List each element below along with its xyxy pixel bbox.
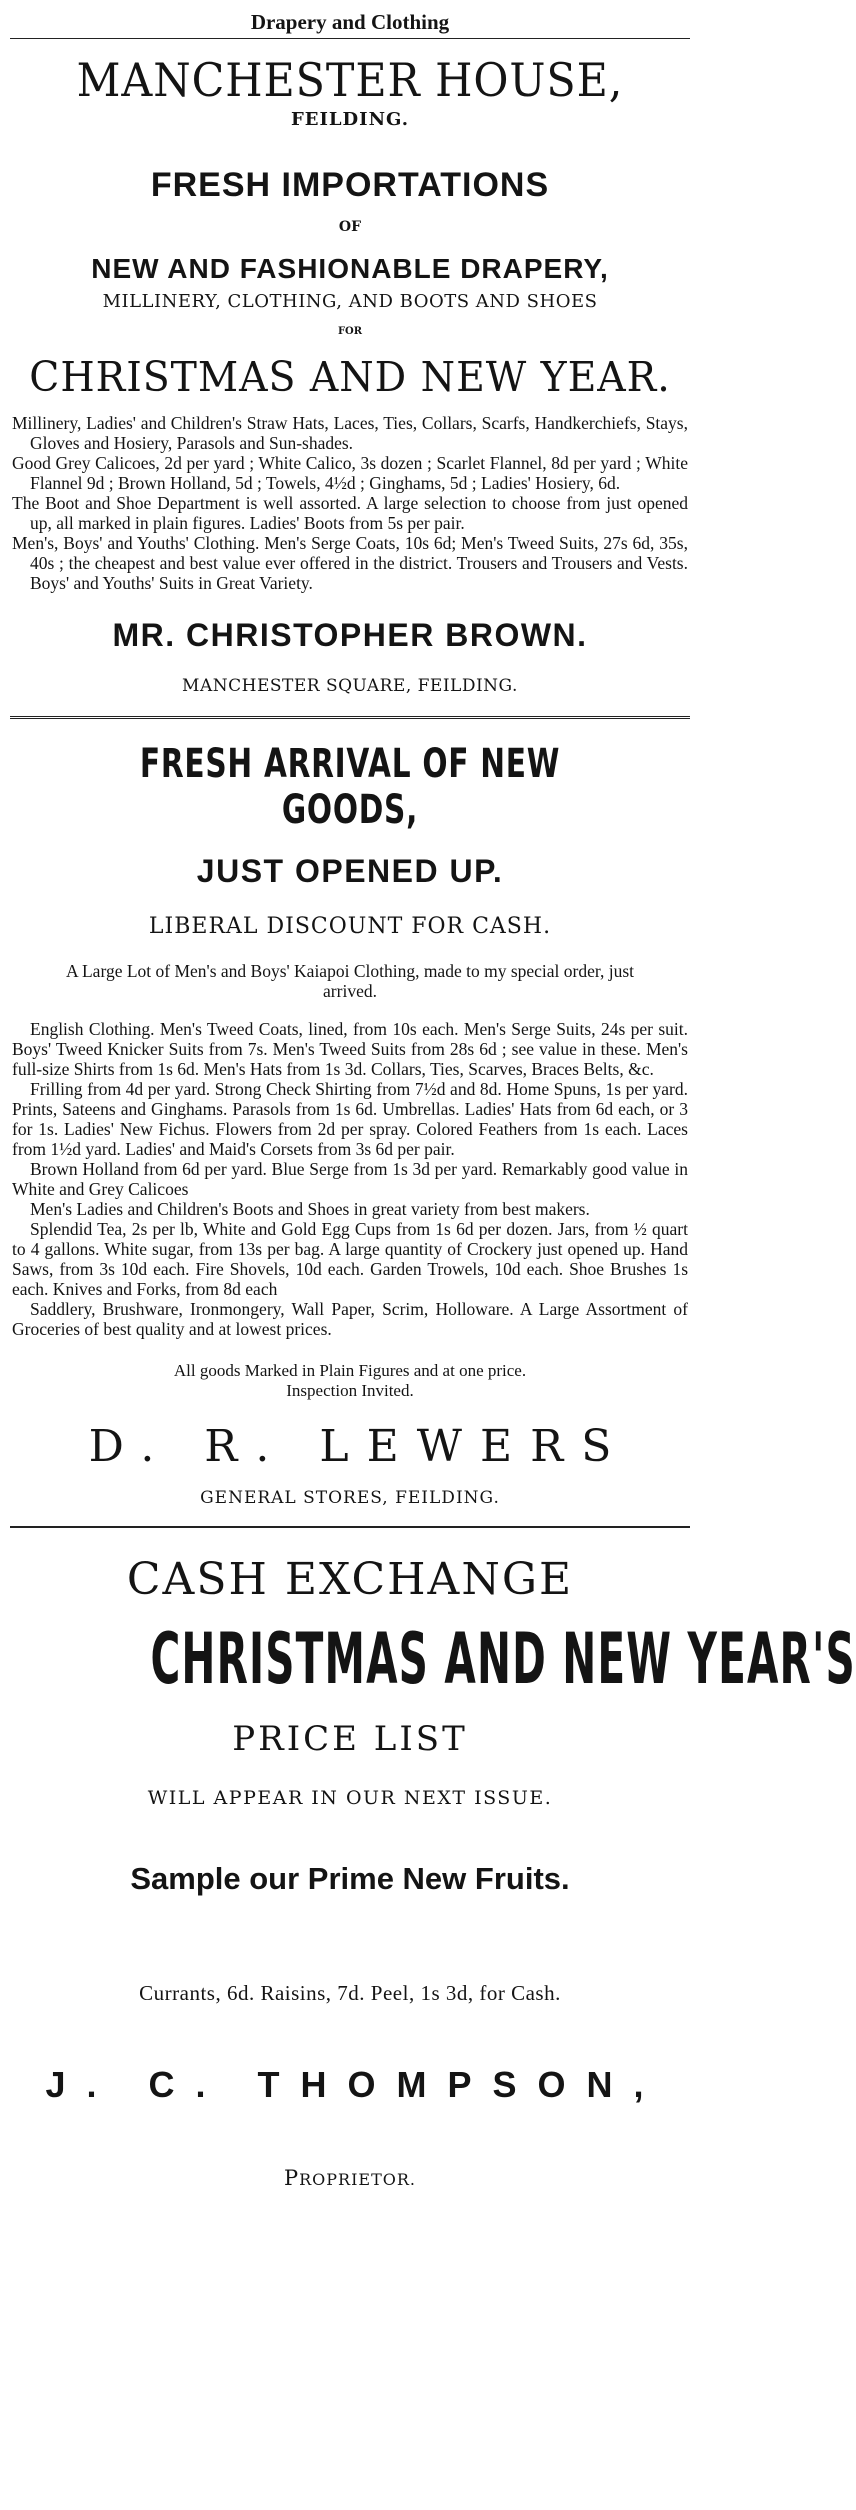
ad-paragraph: English Clothing. Men's Tweed Coats, lined, from 10s each. Men's Serge Suits, 24s per suit. Boys' Tweed Knicker Suits from 7s. Men's Tweed Suits from 28s 6d ; see value in these. Men's full-size Shirts from 1s 6d. Men's Hats from 1s 3d. Collars, Ties, Scarves, Braces Belts, &c. xyxy=(12,1019,688,1079)
rule xyxy=(10,1526,690,1528)
kaiapoi-line: A Large Lot of Men's and Boys' Kaiapoi Clothing, made to my special order, just arrived. xyxy=(65,961,635,1001)
ad-paragraph: Good Grey Calicoes, 2d per yard ; White Calico, 3s dozen ; Scarlet Flannel, 8d per yard ; White Flannel 9d ; Brown Holland, 5d ; Towels, 4½d ; Ginghams, 5d ; Ladies' Hosiery, 6d. xyxy=(12,453,688,493)
ad-paragraph: Millinery, Ladies' and Children's Straw Hats, Laces, Ties, Collars, Scarfs, Handkerchiefs, Stays, Gloves and Hosiery, Parasols and Sun-shades. xyxy=(12,413,688,453)
merchant-name: J. C. THOMPSON, xyxy=(45,2064,665,2105)
opened-subhead: JUST OPENED UP. xyxy=(196,853,504,889)
ad-paragraph: Splendid Tea, 2s per lb, White and Gold Egg Cups from 1s 6d per dozen. Jars, from ½ quart to 4 gallons. White sugar, from 13s per bag. A large quantity of Crockery just opened up. Hand Saws, from 3s 10d each. Fire Shovels, 10d each. Garden Trowels, 10d each. Shoe Brushes 1s each. Knives and Forks, from 8d each xyxy=(12,1219,688,1299)
ad-paragraph: Men's, Boys' and Youths' Clothing. Men's Serge Coats, 10s 6d; Men's Tweed Suits, 27s 6d, 35s, 40s ; the cheapest and best value ever offered in the district. Trousers and Trousers and Vests. Boys' and Youths' Suits in Great Variety. xyxy=(12,533,688,593)
cash-exchange-title: CASH EXCHANGE xyxy=(126,1554,574,1605)
inspection-line: Inspection Invited. xyxy=(286,1381,414,1400)
price-list-heading: PRICE LIST xyxy=(232,1719,468,1759)
merchant-name: D. R. LEWERS xyxy=(88,1421,630,1472)
proprietor-address: MANCHESTER SQUARE, FEILDING. xyxy=(182,676,518,696)
ad-paragraph: Frilling from 4d per yard. Strong Check Shirting from 7½d and 8d. Home Spuns, 1s per yard. Prints, Sateens and Ginghams. Parasols from 1s 6d. Umbrellas. Ladies' Hats from 6d each, or 3 for 1s. Ladies' New Fichus. Flowers from 2d per spray. Colored Feathers from 1s each. Laces from 1½d yard. Ladies' and Maid's Corsets from 3s 6d per pair. xyxy=(12,1079,688,1159)
season-headline: CHRISTMAS AND NEW YEAR. xyxy=(29,353,671,401)
fruits-headline: Sample our Prime New Fruits. xyxy=(130,1861,570,1896)
thompson-ad xyxy=(6,1554,856,2190)
ad-paragraph: The Boot and Shoe Department is well assorted. A large selection to choose from just opened up, all marked in plain figures. Ladies' Boots from 5s per pair. xyxy=(12,493,688,533)
next-issue-line: WILL APPEAR IN OUR NEXT ISSUE. xyxy=(147,1787,553,1809)
all-goods-line: All goods Marked in Plain Figures and at one price. xyxy=(173,1361,527,1380)
drapery-subhead: MILLINERY, CLOTHING, AND BOOTS AND SHOES xyxy=(102,291,598,312)
ad-title: MANCHESTER HOUSE, xyxy=(76,53,624,107)
ad-paragraph: Men's Ladies and Children's Boots and Shoes in great variety from best makers. xyxy=(30,1199,590,1219)
discount-line: LIBERAL DISCOUNT FOR CASH. xyxy=(148,914,552,939)
arrival-headline: FRESH ARRIVAL OF NEW GOODS, xyxy=(139,741,561,833)
section-heading: Drapery and Clothing xyxy=(250,10,450,34)
of-text: OF xyxy=(338,219,362,235)
for-text: FOR xyxy=(337,326,363,337)
ad-place: FEILDING. xyxy=(290,109,410,130)
ad-paragraph: Saddlery, Brushware, Ironmongery, Wall Paper, Scrim, Holloware. A Large Assortment of Groceries of best quality and at lowest prices. xyxy=(12,1299,688,1339)
ad-paragraph: Brown Holland from 6d per yard. Blue Serge from 1s 3d per yard. Remarkably good value in White and Grey Calicoes xyxy=(12,1159,688,1199)
season-banner: CHRISTMAS AND NEW YEAR'S xyxy=(150,1618,856,1700)
proprietor-title: PROPRIETOR. xyxy=(283,2166,417,2190)
fresh-importations-heading: FRESH IMPORTATIONS xyxy=(150,166,550,204)
lewers-ad xyxy=(6,741,694,1508)
manchester-house-ad xyxy=(6,53,694,696)
rule xyxy=(10,716,690,719)
drapery-headline: NEW AND FASHIONABLE DRAPERY, xyxy=(91,253,609,284)
proprietor-name: MR. CHRISTOPHER BROWN. xyxy=(112,617,588,653)
fruit-prices: Currants, 6d. Raisins, 7d. Peel, 1s 3d, for Cash. xyxy=(139,1981,561,2005)
store-location: GENERAL STORES, FEILDING. xyxy=(200,1488,500,1508)
rule xyxy=(10,38,690,39)
